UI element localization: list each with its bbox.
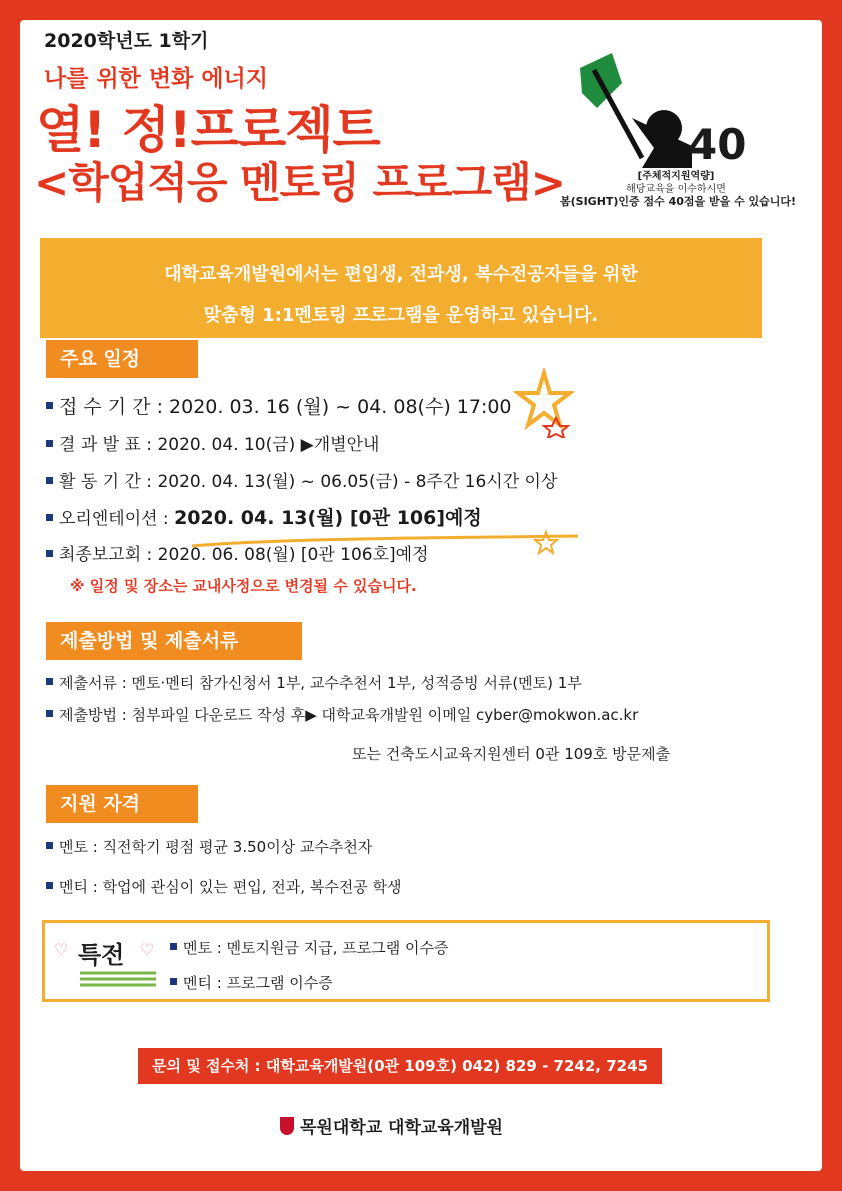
contact-banner: 문의 및 접수처 : 대학교육개발원(0관 109호) 042) 829 - 7242, 7245 [138,1048,662,1084]
bullet-icon [46,514,53,521]
badge-number: 40 [688,120,747,169]
benefit-mentor: 멘토 : 멘토지원금 지급, 프로그램 이수증 [170,937,449,958]
heart-icon: ♡ [140,940,155,959]
section-heading-submission: 제출방법 및 제출서류 [46,622,302,660]
benefit-mentee: 멘티 : 프로그램 이수증 [170,972,333,993]
badge-note: 해당교육을 이수하시면 [626,184,726,195]
green-scribble [76,968,160,990]
section-heading-schedule: 주요 일정 [46,340,198,378]
bullet-icon [46,842,53,849]
bullet-icon [46,402,53,409]
benefits-title: 특전 [78,941,125,969]
page-subtitle: <학업적응 멘토링 프로그램> [34,158,565,207]
schedule-notice: ※ 일정 및 장소는 교내사정으로 변경될 수 있습니다. [70,577,417,595]
section-heading-eligibility: 지원 자격 [46,785,198,823]
submission-alt: 또는 건축도시교육지원센터 0관 109호 방문제출 [352,745,671,763]
bullet-icon [46,710,53,717]
badge-category: [주체적지원역량] [637,171,715,182]
semester-label: 2020학년도 1학기 [44,30,209,52]
badge-points: 봄(SIGHT)인증 점수 40점을 받을 수 있습니다! [560,195,797,208]
bullet-icon [46,550,53,557]
intro-banner [40,238,762,338]
star-doodle-icon [514,368,574,438]
schedule-row: 최종보고회 : 2020. 06. 08(월) [0관 106호]예정 [46,540,429,565]
footer-org: 목원대학교 대학교육개발원 [280,1113,503,1138]
bullet-icon [46,440,53,447]
page-title: 열! 정!프로젝트 [36,101,380,159]
tagline: 나를 위한 변화 에너지 [44,66,268,92]
schedule-row: 오리엔테이션 : 2020. 04. 13(월) [0관 106]예정 [46,503,482,530]
eligibility-mentor: 멘토 : 직전학기 평점 평균 3.50이상 교수추천자 [46,836,372,857]
submission-method: 제출방법 : 첨부파일 다운로드 작성 후▶ 대학교육개발원 이메일 cyber@mokwon.ac.kr [46,704,638,725]
university-logo-icon [280,1117,294,1135]
submission-docs: 제출서류 : 멘토·멘티 참가신청서 1부, 교수추천서 1부, 성적증빙 서류(멘토) 1부 [46,672,582,693]
bullet-icon [170,943,177,950]
heart-icon: ♡ [54,940,69,959]
bullet-icon [46,678,53,685]
schedule-row: 활 동 기 간 : 2020. 04. 13(월) ~ 06.05(금) - 8주간 16시간 이상 [46,467,557,492]
intro-line-2: 맞춤형 1:1멘토링 프로그램을 운영하고 있습니다. [203,305,599,326]
bullet-icon [170,978,177,985]
intro-line-1: 대학교육개발원에서는 편입생, 전과생, 복수전공자들을 위한 [164,264,638,285]
schedule-row: 접 수 기 간 : 2020. 03. 16 (월) ~ 04. 08(수) 17:00 [46,392,512,419]
bullet-icon [46,477,53,484]
schedule-row: 결 과 발 표 : 2020. 04. 10(금) ▶개별안내 [46,430,379,455]
bullet-icon [46,882,53,889]
eligibility-mentee: 멘티 : 학업에 관심이 있는 편입, 전과, 복수전공 학생 [46,876,402,897]
